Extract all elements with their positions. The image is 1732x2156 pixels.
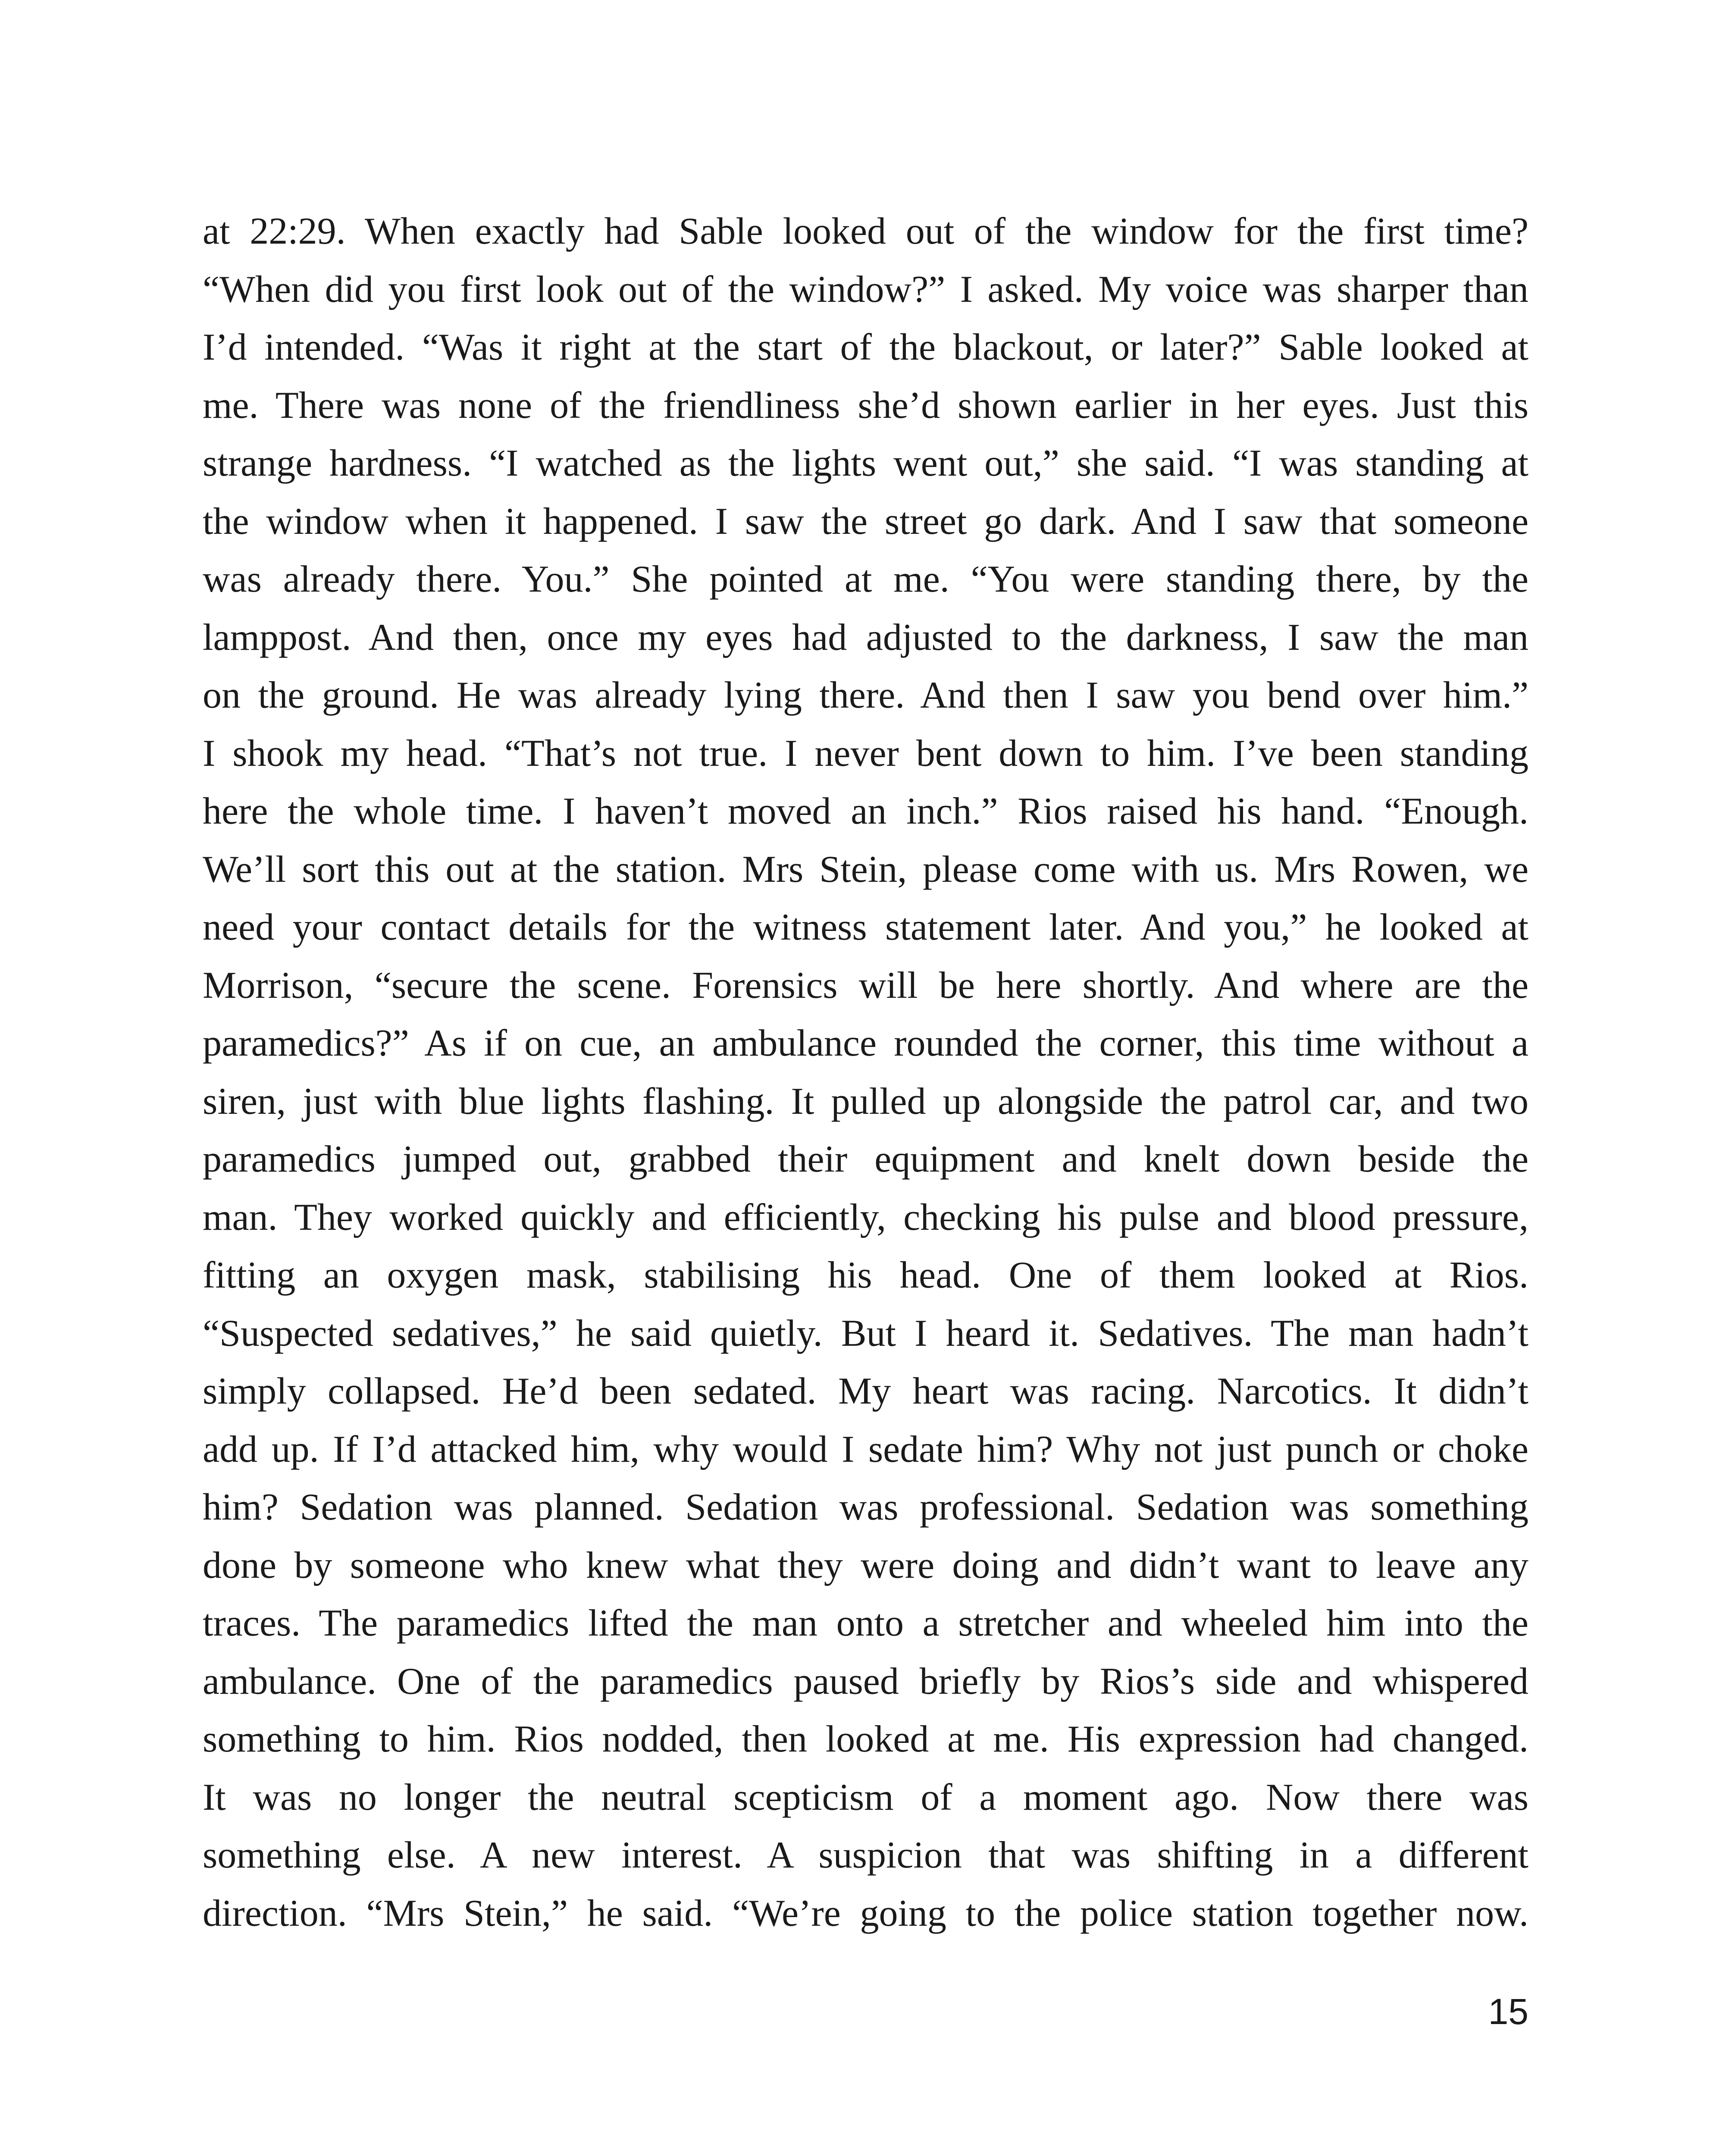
body-text <box>203 203 1528 1943</box>
page-number: 15 <box>1488 1991 1528 2032</box>
text-line: “When did you first look out of the window?” I asked. My voice was sharper than <box>203 268 1528 310</box>
text-line: simply collapsed. He’d been sedated. My heart was racing. Narcotics. It didn’t <box>203 1370 1528 1412</box>
text-line: paramedics?” As if on cue, an ambulance rounded the corner, this time without a <box>203 1022 1528 1064</box>
text-line: man. They worked quickly and efficiently, checking his pulse and blood pressure, <box>203 1196 1528 1238</box>
text-line: I shook my head. “That’s not true. I never bent down to him. I’ve been standing <box>203 732 1528 774</box>
text-line: done by someone who knew what they were doing and didn’t want to leave any <box>203 1544 1528 1586</box>
text-line: traces. The paramedics lifted the man onto a stretcher and wheeled him into the <box>203 1602 1528 1644</box>
text-line: siren, just with blue lights flashing. It pulled up alongside the patrol car, and two <box>203 1080 1528 1122</box>
text-line: something to him. Rios nodded, then looked at me. His expression had changed. <box>203 1718 1528 1760</box>
text-line: me. There was none of the friendliness she’d shown earlier in her eyes. Just this <box>203 384 1528 426</box>
text-line: direction. “Mrs Stein,” he said. “We’re going to the police station together now. <box>203 1892 1528 1934</box>
text-line: here the whole time. I haven’t moved an inch.” Rios raised his hand. “Enough. <box>203 790 1528 832</box>
text-line: need your contact details for the witness statement later. And you,” he looked at <box>203 906 1528 948</box>
text-line: on the ground. He was already lying there. And then I saw you bend over him.” <box>203 674 1528 716</box>
text-line: was already there. You.” She pointed at me. “You were standing there, by the <box>203 558 1528 600</box>
text-line: “Suspected sedatives,” he said quietly. But I heard it. Sedatives. The man hadn’t <box>203 1312 1528 1354</box>
text-line: We’ll sort this out at the station. Mrs Stein, please come with us. Mrs Rowen, we <box>203 848 1528 890</box>
text-line: ambulance. One of the paramedics paused briefly by Rios’s side and whispered <box>203 1660 1528 1702</box>
text-line: at 22:29. When exactly had Sable looked out of the window for the first time? <box>203 210 1528 252</box>
text-line: Morrison, “secure the scene. Forensics will be here shortly. And where are the <box>203 964 1528 1006</box>
text-line: the window when it happened. I saw the street go dark. And I saw that someone <box>203 500 1528 542</box>
text-line: strange hardness. “I watched as the lights went out,” she said. “I was standing at <box>203 442 1528 484</box>
text-line: something else. A new interest. A suspicion that was shifting in a different <box>203 1834 1528 1876</box>
text-line: him? Sedation was planned. Sedation was professional. Sedation was something <box>203 1486 1528 1528</box>
text-line: lamppost. And then, once my eyes had adjusted to the darkness, I saw the man <box>203 616 1528 658</box>
text-line: fitting an oxygen mask, stabilising his head. One of them looked at Rios. <box>203 1254 1528 1296</box>
text-line: paramedics jumped out, grabbed their equipment and knelt down beside the <box>203 1138 1528 1180</box>
text-line: It was no longer the neutral scepticism of a moment ago. Now there was <box>203 1776 1528 1818</box>
text-line: I’d intended. “Was it right at the start of the blackout, or later?” Sable looked at <box>203 326 1528 368</box>
text-line: add up. If I’d attacked him, why would I sedate him? Why not just punch or choke <box>203 1428 1528 1470</box>
